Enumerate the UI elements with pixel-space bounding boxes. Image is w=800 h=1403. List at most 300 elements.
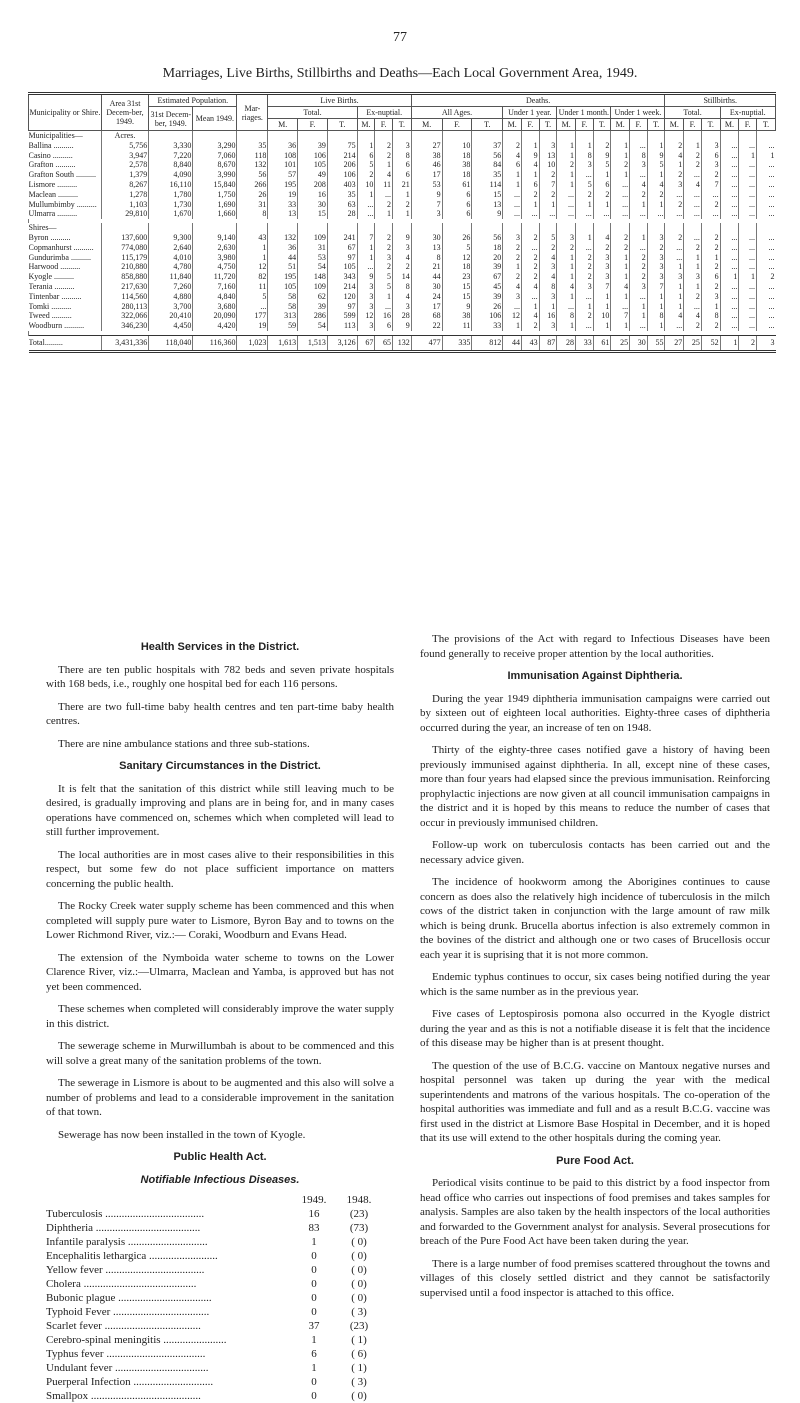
disease-count-1948: ( 0) [351, 1390, 367, 1402]
table-cell: 1,103 [101, 200, 148, 210]
table-cell: ... [720, 160, 739, 170]
table-cell: ... [757, 141, 776, 151]
table-cell: 280,113 [101, 302, 148, 312]
header-pop-mean: Mean 1949. [193, 107, 237, 131]
disease-count-1949: 0 [311, 1390, 317, 1402]
sanitary-heading: Sanitary Circumstances in the District. [119, 760, 321, 772]
immunisation-heading: Immunisation Against Diphtheria. [507, 670, 683, 682]
table-cell: 1 [375, 160, 393, 170]
disease-count-1948: (23) [349, 1208, 369, 1220]
table-cell: 5 [647, 160, 665, 170]
table-cell: 36 [268, 243, 298, 253]
header-under-1-month: Under 1 month. [558, 108, 610, 117]
table-row [29, 190, 776, 200]
sanitary-paragraph: These schemes when completed will considerably improve the water supply in this district. [46, 1003, 394, 1030]
table-cell: ... [630, 209, 648, 219]
table-cell: 12 [503, 311, 522, 321]
disease-row [46, 1333, 384, 1347]
table-cell: 33 [472, 321, 503, 331]
table-cell: 97 [327, 302, 357, 312]
table-cell: 1 [611, 151, 630, 161]
table-cell: 2 [392, 200, 411, 210]
table-cell: ... [557, 200, 576, 210]
header-under-1-year: Under 1 year. [503, 107, 557, 119]
header-t-cell: T. [647, 119, 665, 131]
disease-count-1948: ( 0) [351, 1250, 367, 1262]
table-cell: 12 [442, 253, 472, 263]
table-cell: 1 [557, 151, 576, 161]
table-cell: 1 [593, 170, 611, 180]
header-all-ages: All Ages. [411, 107, 503, 119]
table-cell: 3 [647, 262, 665, 272]
header-m-cell: M. [357, 119, 375, 131]
table-cell: 18 [442, 262, 472, 272]
table-cell: 1 [611, 292, 630, 302]
table-cell: ... [739, 190, 757, 200]
table-cell: 1 [357, 253, 375, 263]
disease-count-1948: ( 1) [351, 1334, 367, 1346]
table-row [29, 311, 776, 321]
table-cell: 6 [392, 160, 411, 170]
nid-year-1948: 1948. [346, 1194, 372, 1206]
table-cell: ... [757, 200, 776, 210]
table-cell: 4 [539, 253, 557, 263]
table-cell: 6 [701, 272, 720, 282]
header-lb-total: Total. [268, 107, 357, 119]
header-t-cell: T. [757, 119, 776, 131]
table-cell: 59 [268, 321, 298, 331]
disease-row [46, 1319, 384, 1333]
table-cell: 9 [647, 151, 665, 161]
table-cell: 2 [593, 243, 611, 253]
table-cell: 2 [684, 160, 702, 170]
disease-count-1949: 0 [311, 1278, 317, 1290]
table-cell: 3 [647, 233, 665, 243]
table-cell: 13 [268, 209, 298, 219]
table-cell: ... [720, 233, 739, 243]
table-cell: 1 [701, 253, 720, 263]
disease-row [46, 1389, 384, 1403]
header-f-cell: F. [442, 119, 472, 131]
table-cell: 18 [442, 151, 472, 161]
table-cell: 8,267 [101, 180, 148, 190]
table-cell: ... [757, 302, 776, 312]
header-f-cell: F. [630, 119, 648, 131]
disease-count-1948: ( 0) [351, 1278, 367, 1290]
table-cell: ... [720, 311, 739, 321]
table-cell: 1,513 [298, 335, 328, 351]
table-cell: 6 [503, 160, 522, 170]
header-marriages: Mar-riages. [237, 94, 268, 131]
table-cell: 7,060 [193, 151, 237, 161]
table-cell: 2 [701, 170, 720, 180]
table-cell: 1 [684, 141, 702, 151]
table-cell: ... [665, 321, 684, 331]
table-cell: 5 [375, 272, 393, 282]
table-cell: 53 [298, 253, 328, 263]
table-cell: 2 [576, 253, 594, 263]
immunisation-paragraph: The question of the use of B.C.G. vaccine on Mantoux negative nurses and hospital personnel was taken up during the year with the medical superintendents and matrons of the various hospitals. The co-operation of the hospital authorities was immediate and full and as a result B.C.G. vaccine was first used in the district at Lismore Base Hospital in December, and it is hoped that its use will extend to the other hospitals during the coming year. [420, 1059, 770, 1144]
table-cell: 4 [503, 151, 522, 161]
table-cell: 1 [647, 141, 665, 151]
table-cell: 38 [442, 311, 472, 321]
table-cell: 2 [375, 141, 393, 151]
table-cell: 1 [539, 200, 557, 210]
table-cell: ... [739, 141, 757, 151]
table-cell: 1,613 [268, 335, 298, 351]
table-row [29, 243, 776, 253]
sanitary-paragraph: Sewerage has now been installed in the town of Kyogle. [58, 1128, 306, 1141]
table-row [29, 272, 776, 282]
table-cell: 403 [327, 180, 357, 190]
table-cell: 2 [576, 272, 594, 282]
table-cell: 2 [611, 243, 630, 253]
table-cell: ... [720, 243, 739, 253]
table-cell: 3 [630, 282, 648, 292]
table-cell: 2 [684, 151, 702, 161]
disease-name: Yellow fever .................................... [46, 1264, 205, 1276]
table-cell: ... [665, 209, 684, 219]
health-paragraph: There are nine ambulance stations and three sub-stations. [58, 737, 310, 750]
table-cell: 2 [375, 151, 393, 161]
group-municipalities [29, 131, 776, 141]
table-cell: 39 [472, 262, 503, 272]
table-cell: ... [630, 243, 648, 253]
table-cell: 3 [665, 180, 684, 190]
table-cell: ... [757, 233, 776, 243]
table-cell: 10 [357, 180, 375, 190]
table-cell: 1 [665, 262, 684, 272]
table-cell: 11 [442, 321, 472, 331]
table-cell: 49 [298, 170, 328, 180]
table-cell: 1,690 [193, 200, 237, 210]
table-cell: ... [701, 209, 720, 219]
table-cell: 4 [539, 272, 557, 282]
table-cell: 51 [268, 262, 298, 272]
table-cell: ... [576, 243, 594, 253]
table-cell: ... [576, 209, 594, 219]
table-cell: 132 [268, 233, 298, 243]
disease-count-1949: 83 [308, 1222, 320, 1234]
food-paragraph: Periodical visits continue to be paid to this district by a food inspector from head office who carries out inspections of food premises and takes samples for analysis. Samples are also taken by the health inspectors of the local authorities and forwarded to the Government analyst for analysis. Several prosecutions for breach of the Pure Food Act have been taken during the year. [420, 1177, 770, 1247]
area-name: Grafton .......... [28, 160, 76, 170]
table-cell: 477 [411, 335, 442, 351]
table-cell: ... [522, 209, 540, 219]
header-t-cell: T. [539, 119, 557, 131]
table-cell: 2,630 [193, 243, 237, 253]
table-cell: 2 [757, 272, 776, 282]
table-cell: 45 [472, 282, 503, 292]
table-cell: 105 [327, 262, 357, 272]
table-cell: 3 [647, 272, 665, 282]
table-cell: 1 [392, 190, 411, 200]
table-cell: 2 [684, 321, 702, 331]
table-cell: ... [720, 190, 739, 200]
table-cell: 1 [611, 170, 630, 180]
table-cell: 67 [327, 243, 357, 253]
table-row [29, 292, 776, 302]
table-cell: 2 [684, 292, 702, 302]
table-cell: 8 [647, 311, 665, 321]
disease-row [46, 1235, 384, 1249]
table-cell: 52 [701, 335, 720, 351]
area-name: Total......... [29, 335, 102, 351]
table-cell: 2 [576, 311, 594, 321]
table-cell: ... [684, 302, 702, 312]
table-cell: 39 [298, 141, 328, 151]
header-f-cell: F. [522, 119, 540, 131]
header-m-cell: M. [611, 119, 630, 131]
table-cell: 3 [411, 209, 442, 219]
table-cell: 2 [576, 262, 594, 272]
table-row [29, 253, 776, 263]
table-cell: 62 [298, 292, 328, 302]
header-sb-ex-nuptial: Ex-nuptial. [720, 107, 775, 119]
table-cell: 858,880 [101, 272, 148, 282]
table-cell: 1 [647, 321, 665, 331]
table-cell: ... [503, 209, 522, 219]
table-cell: 148 [298, 272, 328, 282]
table-cell: 3 [684, 272, 702, 282]
table-cell: 1 [357, 190, 375, 200]
header-t-cell: T. [472, 119, 503, 131]
table-cell: ... [739, 302, 757, 312]
table-cell: 3 [701, 160, 720, 170]
table-cell: 10 [442, 141, 472, 151]
table-cell: ... [503, 302, 522, 312]
table-cell: 87 [539, 335, 557, 351]
disease-row [46, 1207, 384, 1221]
table-cell: 7 [611, 311, 630, 321]
table-cell: 4,420 [193, 321, 237, 331]
table-cell: 10 [539, 160, 557, 170]
header-m-cell: M. [503, 119, 522, 131]
table-cell: 18 [472, 243, 503, 253]
table-cell: 8 [701, 311, 720, 321]
table-cell: ... [630, 141, 648, 151]
table-cell: ... [539, 209, 557, 219]
table-row [29, 160, 776, 170]
table-cell: 217,630 [101, 282, 148, 292]
table-cell: ... [684, 170, 702, 180]
table-cell: 5 [593, 160, 611, 170]
table-cell: 9 [357, 272, 375, 282]
table-cell: 2 [375, 243, 393, 253]
table-cell: 3 [701, 141, 720, 151]
nid-blank-header [46, 1193, 294, 1207]
table-cell: 3 [539, 292, 557, 302]
table-cell: 2 [647, 190, 665, 200]
table-cell: 75 [327, 141, 357, 151]
table-cell: ... [720, 141, 739, 151]
table-cell: 2 [665, 170, 684, 180]
table-cell: 3 [539, 321, 557, 331]
table-cell: 57 [268, 170, 298, 180]
table-cell: 22 [411, 321, 442, 331]
table-cell: 8 [557, 311, 576, 321]
header-t-cell: T. [327, 119, 357, 131]
table-cell: 8 [392, 151, 411, 161]
acres-unit: Acres. [101, 131, 148, 141]
table-cell: ... [357, 209, 375, 219]
table-cell: 8 [539, 282, 557, 292]
table-cell: 2 [665, 141, 684, 151]
table-cell: 4 [665, 311, 684, 321]
table-cell: 206 [327, 160, 357, 170]
table-cell: ... [576, 292, 594, 302]
table-cell: 11,840 [149, 272, 193, 282]
table-cell: 1 [539, 302, 557, 312]
disease-count-1949: 6 [311, 1348, 317, 1360]
table-cell: 3 [375, 253, 393, 263]
table-cell: 8 [237, 209, 268, 219]
table-cell: 7 [593, 282, 611, 292]
health-paragraph: There are two full-time baby health centres and ten part-time baby health centres. [46, 700, 394, 727]
area-name: Ulmarra .......... [28, 209, 78, 219]
table-cell: ... [647, 209, 665, 219]
table-cell: 3 [357, 292, 375, 302]
table-row [29, 209, 776, 219]
table-cell: 39 [298, 302, 328, 312]
table-cell: 599 [327, 311, 357, 321]
table-cell: 2 [522, 321, 540, 331]
table-cell: 3 [503, 292, 522, 302]
table-cell: 7 [539, 180, 557, 190]
table-cell: 195 [268, 180, 298, 190]
disease-count-1948: ( 3) [351, 1376, 367, 1388]
table-cell: 44 [411, 272, 442, 282]
table-cell: ... [739, 200, 757, 210]
table-cell: 1 [557, 180, 576, 190]
table-cell: 313 [268, 311, 298, 321]
table-cell: ... [630, 292, 648, 302]
group-shires [29, 223, 776, 233]
table-cell: 8 [630, 151, 648, 161]
immunisation-paragraph: Follow-up work on tuberculosis contacts has been carried out and the necessary advice given. [420, 839, 770, 866]
table-cell: 3 [757, 335, 776, 351]
table-cell: 7,260 [149, 282, 193, 292]
table-cell: 29,810 [101, 209, 148, 219]
table-cell: ... [757, 209, 776, 219]
table-cell: 1 [557, 272, 576, 282]
immunisation-paragraph: During the year 1949 diphtheria immunisation campaigns were carried out by sixteen out of eighteen local authorities. Eighty-three cases of diphtheria occurred during the year, an increase of ten on 1948. [420, 692, 770, 734]
table-cell: 24 [411, 292, 442, 302]
table-cell: 1 [684, 282, 702, 292]
table-cell: 3 [647, 253, 665, 263]
table-cell: 8 [411, 253, 442, 263]
disease-count-1948: (73) [349, 1222, 369, 1234]
table-cell: 43 [522, 335, 540, 351]
table-body [29, 131, 776, 352]
area-name: Casino .......... [28, 150, 73, 160]
table-cell: 1,750 [193, 190, 237, 200]
sanitary-paragraph: The Rocky Creek water supply scheme has been commenced and this when completed will supply pure water to Lismore, Byron Bay and to towns on the Lower Richmond River, viz.:— Coraki, Woodburn and Evans Head. [46, 900, 394, 941]
table-cell: 5 [357, 160, 375, 170]
table-cell: 120 [327, 292, 357, 302]
table-cell: ... [739, 321, 757, 331]
table-cell: ... [720, 321, 739, 331]
disease-row [46, 1375, 384, 1389]
table-cell: 1 [757, 151, 776, 161]
table-cell: 1 [576, 233, 594, 243]
table-cell: 11 [375, 180, 393, 190]
table-cell: 108 [268, 151, 298, 161]
table-cell: 105 [298, 160, 328, 170]
table-cell: 7 [357, 233, 375, 243]
table-cell: 2 [375, 200, 393, 210]
table-cell: 30 [411, 282, 442, 292]
header-stillbirths: Stillbirths. [665, 94, 776, 107]
disease-row [46, 1305, 384, 1319]
table-cell: 4 [375, 170, 393, 180]
table-cell: 11 [237, 282, 268, 292]
disease-count-1949: 37 [308, 1320, 320, 1332]
table-cell: 2,578 [101, 160, 148, 170]
table-cell: 115,179 [101, 253, 148, 263]
table-cell: 63 [327, 200, 357, 210]
table-cell: 6 [375, 321, 393, 331]
table-cell: 2 [375, 233, 393, 243]
table-cell: 1 [611, 253, 630, 263]
table-cell: ... [522, 243, 540, 253]
disease-count-1949: 0 [311, 1292, 317, 1304]
table-cell: 3 [392, 141, 411, 151]
public-health-act-heading: Public Health Act. [173, 1151, 267, 1163]
table-cell: ... [684, 190, 702, 200]
disease-row [46, 1263, 384, 1277]
table-cell: 2 [539, 190, 557, 200]
table-cell: 14 [392, 272, 411, 282]
disease-name: Scarlet fever ................................... [46, 1320, 201, 1332]
table-cell: 1 [503, 321, 522, 331]
table-cell: 1,730 [149, 200, 193, 210]
table-cell: 2 [392, 262, 411, 272]
table-cell: 17 [411, 302, 442, 312]
header-t-cell: T. [593, 119, 611, 131]
disease-name: Puerperal Infection ............................. [46, 1376, 214, 1388]
table-cell: 1 [576, 141, 594, 151]
disease-name: Cholera ......................................... [46, 1278, 197, 1290]
table-cell: 109 [298, 233, 328, 243]
table-cell: 1 [647, 170, 665, 180]
sanitary-paragraph: It is felt that the sanitation of this district while still leaving much to be desired, is gradually improving and plans are in being for, and in many cases operations have commenced on, schemes which when completed will lead to still further improvement. [46, 782, 394, 838]
table-row [29, 262, 776, 272]
table-cell: ... [739, 170, 757, 180]
table-cell: 44 [503, 335, 522, 351]
table-cell: 58 [268, 302, 298, 312]
disease-count-1949: 0 [311, 1306, 317, 1318]
table-cell: 3 [392, 243, 411, 253]
table-cell: 54 [298, 321, 328, 331]
table-cell: ... [237, 302, 268, 312]
health-services-heading: Health Services in the District. [140, 641, 300, 653]
table-cell: 9 [472, 209, 503, 219]
table-cell: 4 [392, 253, 411, 263]
table-cell: 61 [442, 180, 472, 190]
table-cell: ... [720, 292, 739, 302]
table-cell: 7 [411, 200, 442, 210]
table-cell: 12 [357, 311, 375, 321]
table-row [29, 302, 776, 312]
sanitary-paragraph: The extension of the Nymboida water scheme to towns on the Lower Clarence River, viz.:—Ulmarra, Maclean and Yamba, is approved but has not yet been commenced. [46, 951, 394, 993]
table-cell: 1 [701, 302, 720, 312]
table-cell: 2 [522, 190, 540, 200]
table-cell: 15 [298, 209, 328, 219]
table-cell: 5 [442, 243, 472, 253]
table-cell: ... [757, 321, 776, 331]
table-row [29, 141, 776, 151]
table-cell: 9 [411, 190, 442, 200]
